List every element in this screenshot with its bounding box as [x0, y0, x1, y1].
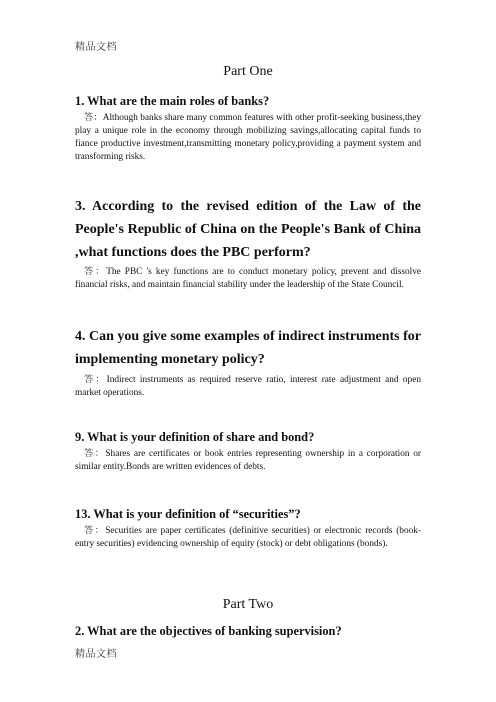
answer-lead: 答：	[84, 375, 107, 385]
answer-text: The PBC 's key functions are to conduct monetary policy, prevent and dissolve financial risks, and maintain financial stability under the leadership of the State Council.	[75, 267, 421, 290]
answer-3	[75, 266, 421, 292]
answer-text: Shares are certificates or book entries representing ownership in a corporation or similar entity.Bonds are written evidences of debts.	[75, 449, 421, 472]
question-9: 9. What is your definition of share and bond?	[75, 430, 315, 444]
page-footer-label: 精品文档	[75, 649, 117, 660]
answer-1	[75, 112, 421, 164]
answer-lead: 答：	[84, 113, 103, 123]
answer-lead: 答：	[84, 449, 106, 459]
page-header-label: 精品文档	[75, 42, 117, 53]
question-13: 13. What is your definition of “securities”?	[75, 507, 301, 521]
answer-lead: 答：	[84, 267, 107, 277]
answer-text: Although banks share many common features with other profit-seeking business,they play a unique role in the economy through mobilizing savings,allocating capital funds to fiance productive investment,transmitting monetary policy,providing a payment system and transforming risks.	[75, 113, 421, 162]
answer-text: Indirect instruments as required reserve ratio, interest rate adjustment and open market operations.	[75, 375, 421, 398]
answer-text: Securities are paper certificates (definitive securities) or electronic records (book-entry securities) evidencing ownership of equity (stock) or debt obligations (bonds).	[75, 526, 421, 549]
part-one-title: Part One	[223, 64, 273, 79]
answer-9	[75, 448, 421, 474]
answer-4	[75, 374, 421, 400]
question-3: 3. According to the revised edition of the Law of the People's Republic of China on the People's Bank of China ,what functions does the PBC perform?	[75, 199, 421, 260]
answer-13	[75, 525, 421, 551]
question-1: 1. What are the main roles of banks?	[75, 94, 270, 108]
answer-lead: 答：	[84, 526, 106, 536]
part-two-title: Part Two	[222, 597, 274, 612]
question-4: 4. Can you give some examples of indirect instruments for implementing monetary policy?	[75, 329, 421, 367]
question-2-part-two: 2. What are the objectives of banking supervision?	[75, 624, 342, 638]
